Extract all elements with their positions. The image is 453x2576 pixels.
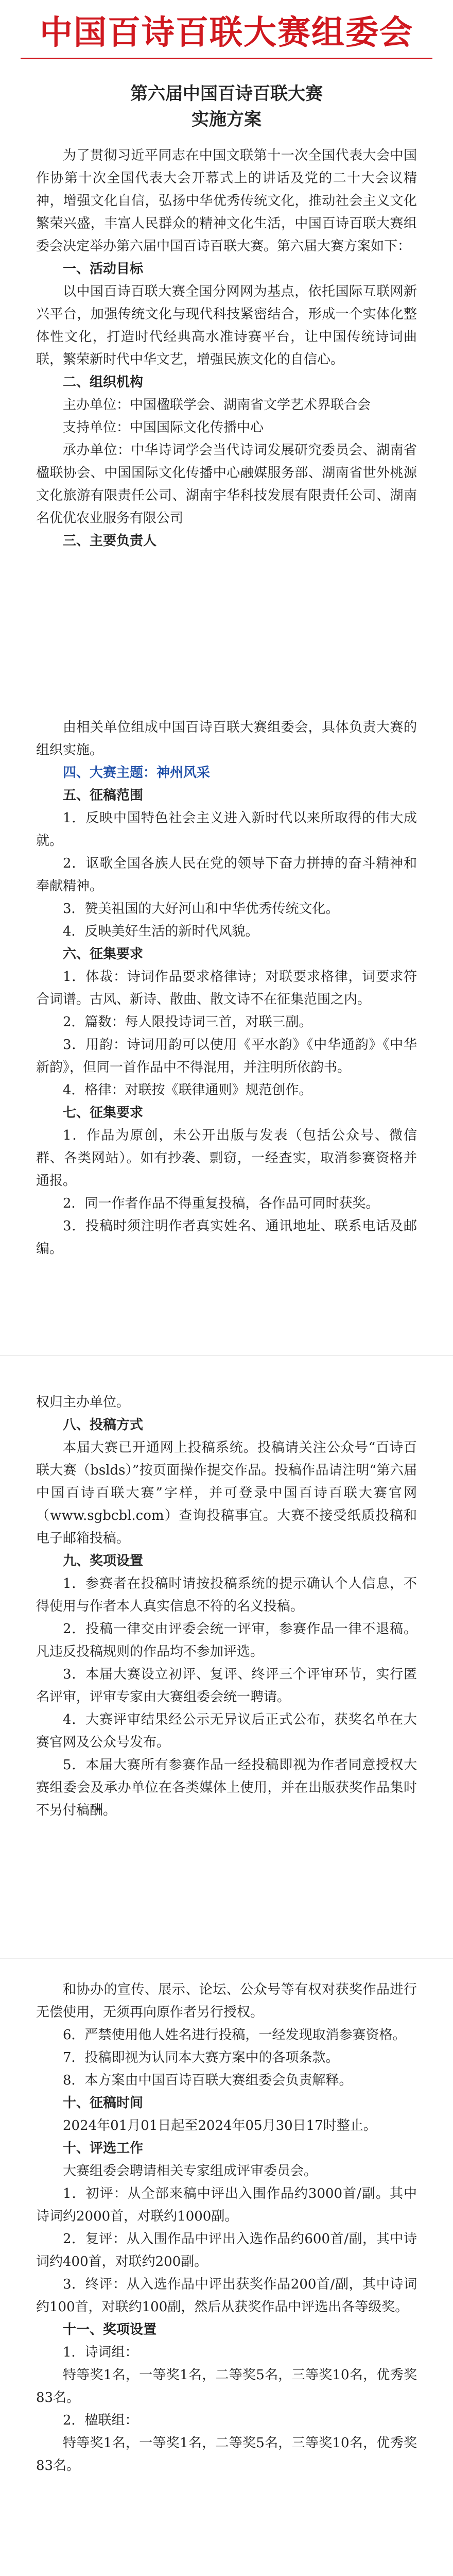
paragraph: 本届大赛已开通网上投稿系统。投稿请关注公众号“百诗百联大赛（bslds）”按页面操作提交作品。投稿作品请注明“第六届中国百诗百联大赛”字样，并可登录中国百诗百联大赛官网（www.sgbcbl.com）查询投稿事宜。大赛不接受纸质投稿和电子邮箱投稿。 xyxy=(36,1440,417,1546)
paragraph: 承办单位：中华诗词学会当代诗词发展研究委员会、湖南省楹联协会、中国国际文化传播中心融媒服务部、湖南省世外桃源文化旅游有限责任公司、湖南宇华科技发展有限责任公司、湖南名优优农业服务有限公司 xyxy=(36,443,417,526)
section-heading: 二、组织机构 xyxy=(63,375,144,390)
paragraph: 6．严禁使用他人姓名进行投稿，一经发现取消参赛资格。 xyxy=(63,2027,406,2043)
paragraph: 大赛组委会聘请相关专家组成评审委员会。 xyxy=(63,2163,318,2179)
org-header: 中国百诗百联大赛组委会 xyxy=(40,13,413,52)
paragraph: 以中国百诗百联大赛全国分网网为基点，依托国际互联网新兴平台，加强传统文化与现代科技紧密结合，形成一个实体化整体性文化，打造时代经典高水准诗赛平台，让中国传统诗词曲联，繁荣新时代中华文艺，增强民族文化的自信心。 xyxy=(36,284,417,367)
paragraph: 2．篇数：每人限投诗词三首，对联三副。 xyxy=(63,1014,312,1030)
paragraph: 由相关单位组成中国百诗百联大赛组委会，具体负责大赛的组织实施。 xyxy=(36,720,417,758)
paragraph: 3．投稿时须注明作者真实姓名、通讯地址、联系电话及邮编。 xyxy=(36,1218,417,1257)
section-heading: 七、征集要求 xyxy=(63,1105,144,1121)
doc-title: 第六届中国百诗百联大赛 xyxy=(130,83,323,104)
page-divider xyxy=(0,1958,453,1959)
paragraph: 3．用韵：诗词用韵可以使用《平水韵》《中华通韵》《中华新韵》，但同一首作品中不得混用，并注明所依韵书。 xyxy=(36,1037,417,1075)
paragraph: 1．体裁：诗词作品要求格律诗；对联要求格律，词要求符合词谱。古风、新诗、散曲、散文诗不在征集范围之内。 xyxy=(36,969,417,1007)
paragraph: 特等奖1名，一等奖1名，二等奖5名，三等奖10名，优秀奖83名。 xyxy=(36,2367,417,2405)
paragraph: 1．诗词组： xyxy=(63,2345,138,2360)
paragraph: 2．投稿一律交由评委会统一评审，参赛作品一律不退稿。凡违反投稿规则的作品均不参加评选。 xyxy=(36,1621,417,1659)
section-heading: 十一、奖项设置 xyxy=(63,2322,157,2337)
paragraph: 7．投稿即视为认同本大赛方案中的各项条款。 xyxy=(63,2050,339,2065)
paragraph: 2．楹联组： xyxy=(63,2413,138,2428)
paragraph: 2．复评：从入围作品中评出入选作品约600首/副，其中诗词约400首，对联约200副。 xyxy=(36,2231,417,2269)
paragraph: 1．参赛者在投稿时请按投稿系统的提示确认个人信息，不得使用与作者本人真实信息不符的名义投稿。 xyxy=(36,1576,417,1614)
paragraph: 1．反映中国特色社会主义进入新时代以来所取得的伟大成就。 xyxy=(36,810,417,849)
paragraph: 5．本届大赛所有参赛作品一经投稿即视为作者同意授权大赛组委会及承办单位在各类媒体上使用，并在出版获奖作品集时不另付稿酬。 xyxy=(36,1757,417,1818)
section-heading: 十、评选工作 xyxy=(63,2141,144,2156)
section-heading: 三、主要负责人 xyxy=(63,533,157,549)
paragraph: 为了贯彻习近平同志在中国文联第十一次全国代表大会中国作协第十次全国代表大会开幕式上的讲话及党的二十大会议精神，增强文化自信，弘扬中华优秀传统文化，推动社会主义文化繁荣兴盛，丰富人民群众的精神文化生活，中国百诗百联大赛组委会决定举办第六届中国百诗百联大赛。第六届大赛方案如下： xyxy=(36,148,417,254)
section-heading: 八、投稿方式 xyxy=(63,1417,144,1433)
paragraph: 特等奖1名，一等奖1名，二等奖5名，三等奖10名，优秀奖83名。 xyxy=(36,2435,417,2473)
header-red-rule xyxy=(21,58,432,59)
paragraph: 支持单位：中国国际文化传播中心 xyxy=(63,420,264,435)
section-heading: 九、奖项设置 xyxy=(63,1553,144,1569)
paragraph: 2024年01月01日起至2024年05月30日17时整止。 xyxy=(63,2118,377,2133)
blank-gap xyxy=(0,613,453,701)
paragraph: 4．大赛评审结果经公示无异议后正式公布，获奖名单在大赛官网及公众号发布。 xyxy=(36,1712,417,1750)
page-divider xyxy=(0,1355,453,1356)
paragraph: 4．反映美好生活的新时代风貌。 xyxy=(63,924,259,939)
section-d xyxy=(36,1978,417,2477)
paragraph: 权归主办单位。 xyxy=(36,1395,130,1410)
paragraph: 1．作品为原创，未公开出版与发表（包括公众号、微信群、各类网站）。如有抄袭、剽窃，一经查实，取消参赛资格并通报。 xyxy=(36,1128,417,1189)
paragraph: 3．终评：从入选作品中评出获奖作品200首/副，其中诗词约100首，对联约100副，然后从获奖作品中评选出各等级奖。 xyxy=(36,2277,417,2315)
section-heading: 六、征集要求 xyxy=(63,946,144,962)
paragraph: 3．赞美祖国的大好河山和中华优秀传统文化。 xyxy=(63,901,339,917)
section-heading: 四、大赛主题：神州风采 xyxy=(63,765,211,781)
paragraph: 主办单位：中国楹联学会、湖南省文学艺术界联合会 xyxy=(63,397,371,413)
paragraph: 4．格律：对联按《联律通则》规范创作。 xyxy=(63,1082,312,1098)
section-heading: 十、征稿时间 xyxy=(63,2095,144,2111)
paragraph: 和协办的宣传、展示、论坛、公众号等有权对获奖作品进行无偿使用，无须再向原作者另行授权。 xyxy=(36,1982,417,2020)
paragraph: 1．初评：从全部来稿中评出入围作品约3000首/副。其中诗词约2000首，对联约1000副。 xyxy=(36,2186,417,2224)
paragraph: 2．讴歌全国各族人民在党的领导下奋力拼搏的奋斗精神和奉献精神。 xyxy=(36,856,417,894)
paragraph: 2．同一作者作品不得重复投稿，各作品可同时获奖。 xyxy=(63,1196,379,1211)
section-c xyxy=(36,1391,417,1822)
section-heading: 五、征稿范围 xyxy=(63,788,144,803)
section-heading: 一、活动目标 xyxy=(63,261,144,277)
section-a xyxy=(36,144,417,552)
paragraph: 3．本届大赛设立初评、复评、终评三个评审环节，实行匿名评审，评审专家由大赛组委会统一聘请。 xyxy=(36,1667,417,1705)
doc-subtitle: 实施方案 xyxy=(191,109,262,130)
section-b xyxy=(36,716,417,1260)
paragraph: 8．本方案由中国百诗百联大赛组委会负责解释。 xyxy=(63,2073,353,2088)
